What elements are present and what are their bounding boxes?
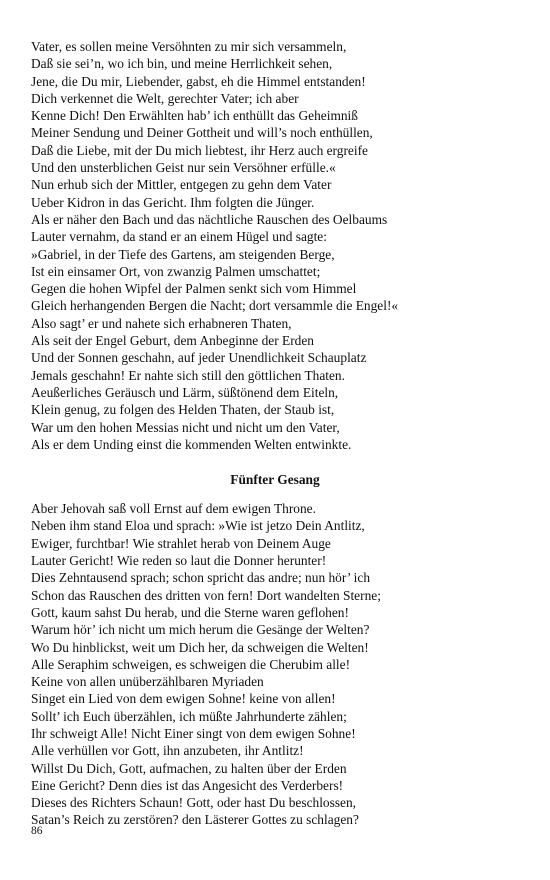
verse-line: Warum hör’ ich nicht um mich herum die Gesänge der Welten? [31, 622, 370, 638]
verse-line: Willst Du Dich, Gott, aufmachen, zu halten über der Erden [31, 760, 347, 776]
verse-line: Wo Du hinblickst, weit um Dich her, da schweigen die Welten! [31, 639, 369, 655]
verse-line: Ist ein einsamer Ort, von zwanzig Palmen umschattet; [31, 263, 321, 279]
verse-line: Gegen die hohen Wipfel der Palmen senkt sich vom Himmel [31, 281, 357, 297]
verse-line: Satan’s Reich zu zerstören? den Lästerer Gottes zu schlagen? [31, 812, 359, 828]
verse-block-2 [31, 500, 531, 829]
verse-line: Klein genug, zu folgen des Helden Thaten, der Staub ist, [31, 402, 335, 418]
verse-line: Lauter vernahm, da stand er an einem Hügel und sagte: [31, 229, 327, 245]
verse-line: Nun erhub sich der Mittler, entgegen zu gehn dem Vater [31, 177, 332, 193]
verse-line: Und den unsterblichen Geist nur sein Versöhner erfülle.« [31, 160, 336, 176]
page-number: 86 [31, 825, 43, 837]
verse-line: War um den hohen Messias nicht und nicht um den Vater, [31, 419, 340, 435]
verse-line: Als seit der Engel Geburt, dem Anbeginne der Erden [31, 333, 314, 349]
verse-line: Aber Jehovah saß voll Ernst auf dem ewigen Throne. [31, 501, 316, 517]
verse-line: Jemals geschahn! Er nahte sich still den göttlichen Thaten. [31, 367, 345, 383]
verse-line: Daß sie sei’n, wo ich bin, und meine Herrlichkeit sehen, [31, 56, 333, 72]
verse-line: Ihr schweigt Alle! Nicht Einer singt von dem ewigen Sohne! [31, 725, 356, 741]
verse-line: Daß die Liebe, mit der Du mich liebtest, ihr Herz auch ergreife [31, 142, 368, 158]
section-heading: Fünfter Gesang [230, 472, 320, 488]
verse-line: Sollt’ ich Euch überzählen, ich müßte Jahrhunderte zählen; [31, 708, 347, 724]
verse-line: Keine von allen unüberzählbaren Myriaden [31, 674, 264, 690]
verse-line: Neben ihm stand Eloa und sprach: »Wie ist jetzo Dein Antlitz, [31, 518, 365, 534]
verse-line: Meiner Sendung und Deiner Gottheit und will’s noch enthüllen, [31, 125, 373, 141]
verse-line: Dieses des Richters Schaun! Gott, oder hast Du beschlossen, [31, 795, 357, 811]
verse-line: Jene, die Du mir, Liebender, gabst, eh die Himmel entstanden! [31, 73, 366, 89]
verse-line: Schon das Rauschen des dritten von fern! Dort wandelten Sterne; [31, 587, 381, 603]
verse-line: Dich verkennet die Welt, gerechter Vater; ich aber [31, 90, 299, 106]
verse-line: Vater, es sollen meine Versöhnten zu mir sich versammeln, [31, 39, 347, 54]
verse-line: Alle verhüllen vor Gott, ihn anzubeten, ihr Antlitz! [31, 743, 304, 759]
verse-line: Gleich herhangenden Bergen die Nacht; dort versammle die Engel!« [31, 298, 399, 314]
verse-line: Alle Seraphim schweigen, es schweigen die Cherubim alle! [31, 656, 351, 672]
verse-line: Also sagt’ er und nahete sich erhabneren Thaten, [31, 315, 292, 331]
verse-line: Kenne Dich! Den Erwählten hab’ ich enthüllt das Geheimniß [31, 108, 358, 124]
verse-line: Als er näher den Bach und das nächtliche Rauschen des Oelbaums [31, 211, 388, 227]
page-body [31, 38, 531, 829]
verse-line: Gott, kaum sahst Du herab, und die Sterne waren geflohen! [31, 604, 349, 620]
verse-line: Ueber Kidron in das Gericht. Ihm folgten die Jünger. [31, 194, 315, 210]
verse-line: Dies Zehntausend sprach; schon spricht das andre; nun hör’ ich [31, 570, 371, 586]
verse-line: Ewiger, furchtbar! Wie strahlet herab von Deinem Auge [31, 535, 331, 551]
verse-line: Aeußerliches Geräusch und Lärm, süßtönend dem Eiteln, [31, 384, 339, 400]
verse-line: Eine Gericht? Denn dies ist das Angesicht des Verderbers! [31, 777, 344, 793]
verse-line: Lauter Gericht! Wie reden so laut die Donner herunter! [31, 553, 327, 569]
verse-line: Singet ein Lied von dem ewigen Sohne! keine von allen! [31, 691, 336, 707]
verse-block-1 [31, 38, 531, 453]
verse-line: Als er dem Unding einst die kommenden Welten entwinkte. [31, 436, 352, 452]
verse-line: Und der Sonnen geschahn, auf jeder Unendlichkeit Schauplatz [31, 350, 367, 366]
verse-line: »Gabriel, in der Tiefe des Gartens, am steigenden Berge, [31, 246, 335, 262]
